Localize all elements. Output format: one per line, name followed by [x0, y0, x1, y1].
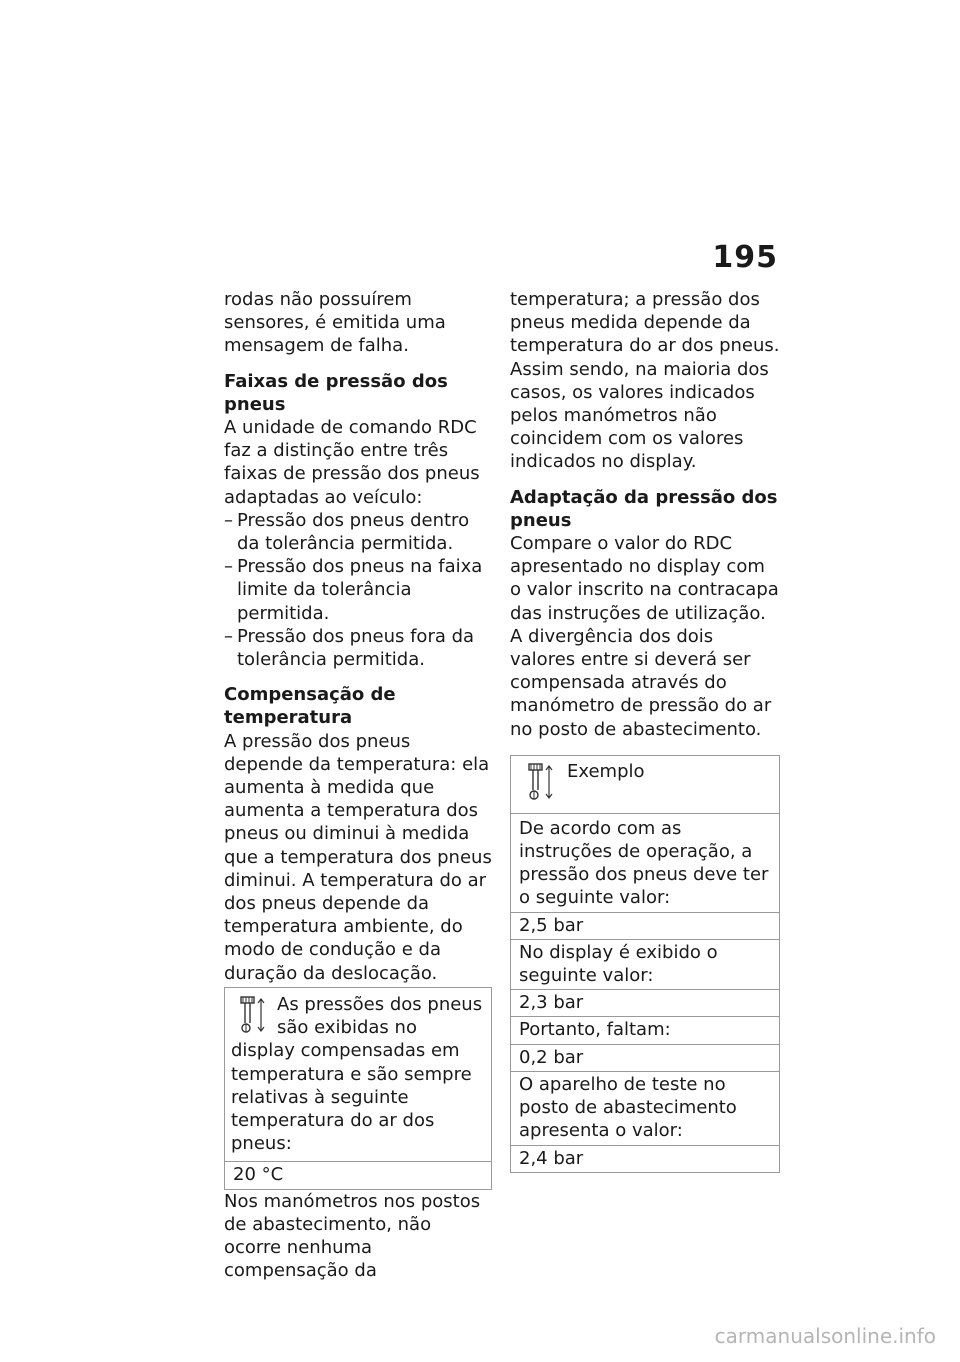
pressure-range-list	[224, 509, 492, 671]
example-title: Exemplo	[567, 760, 645, 782]
example-row: 2,4 bar	[511, 1145, 779, 1172]
intro-paragraph: rodas não possuírem sensores, é emitida uma mensagem de falha.	[224, 289, 446, 357]
example-row: 2,3 bar	[511, 989, 779, 1016]
page-number: 195	[712, 240, 778, 275]
example-row: 0,2 bar	[511, 1044, 779, 1071]
example-row: 2,5 bar	[511, 912, 779, 939]
left-column	[224, 288, 492, 1282]
list-item: – Pressão dos pneus na faixa limite da tolerância permitida.	[224, 556, 483, 624]
section-text-temperature-compensation: A pressão dos pneus depende da temperatura: ela aumenta à medida que aumenta a temperatura dos pneus ou diminui à medida que a temperatura dos pneus diminui. A temperatura do ar dos pneus depende da temperatura ambiente, do modo de condução e da duração da deslocação.	[224, 730, 492, 984]
example-row: No display é exibido o seguinte valor:	[511, 939, 779, 989]
note-box	[224, 987, 492, 1190]
note-value: 20 °C	[225, 1161, 491, 1188]
example-box	[510, 755, 780, 1173]
tire-pressure-gauge-icon	[519, 760, 561, 804]
watermark: carmanualsonline.info	[714, 1324, 936, 1348]
example-row: O aparelho de teste no posto de abastecimento apresenta o valor:	[511, 1071, 779, 1145]
section-text-pressure-ranges: A unidade de comando RDC faz a distinção entre três faixas de pressão dos pneus adaptadas ao veículo:	[224, 417, 480, 508]
right-column	[510, 288, 780, 1173]
section-heading-temperature-compensation: Compensação de temperatura	[224, 684, 396, 729]
section-heading-pressure-adaptation: Adaptação da pressão dos pneus	[510, 486, 778, 531]
list-item: – Pressão dos pneus fora da tolerância permitida.	[224, 625, 475, 671]
example-row: Portanto, faltam:	[511, 1016, 779, 1043]
after-note-paragraph: Nos manómetros nos postos de abastecimento, não ocorre nenhuma compensação da	[224, 1190, 481, 1282]
list-item: – Pressão dos pneus dentro da tolerância permitida.	[224, 509, 470, 555]
tire-pressure-gauge-icon	[231, 993, 273, 1037]
section-heading-pressure-ranges: Faixas de pressão dos pneus	[224, 370, 448, 415]
continuation-paragraph: temperatura; a pressão dos pneus medida depende da temperatura do ar dos pneus. Assim sendo, na maioria dos casos, os valores indicados pelos manómetros não coincidem com os valores indicados no display.	[510, 289, 780, 473]
example-row: De acordo com as instruções de operação, a pressão dos pneus deve ter o seguinte valor:	[511, 813, 779, 912]
note-text: As pressões dos pneus são exibidas no display compensadas em temperatura e são sempre relativas à seguinte temperatura do ar dos pneus:	[231, 993, 483, 1155]
section-text-pressure-adaptation: Compare o valor do RDC apresentado no display com o valor inscrito na contracapa das instruções de utilização. A divergência dos dois valores entre si deverá ser compensada através do manómetro de pressão do ar no posto de abastecimento.	[510, 533, 779, 740]
